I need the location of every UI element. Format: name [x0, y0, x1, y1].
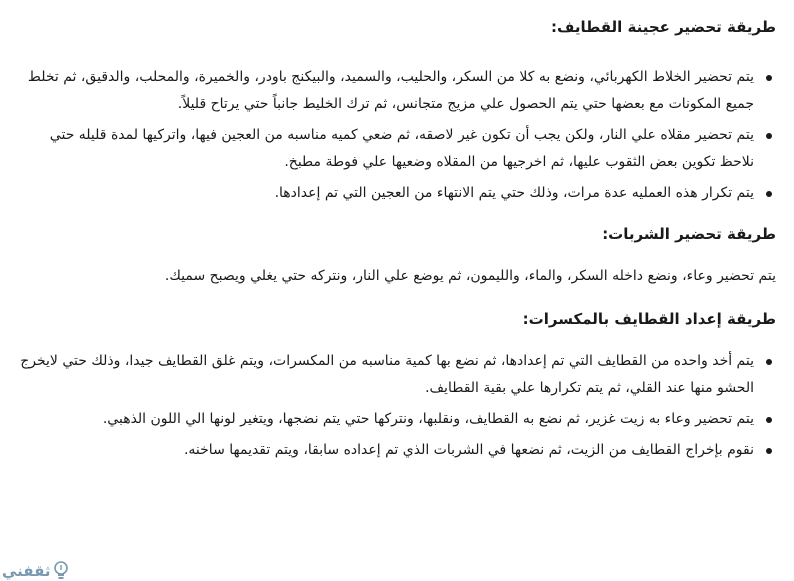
section-heading-dough: طريقة تحضير عجينة القطايف:: [550, 18, 776, 36]
list-item: نقوم بإخراج القطايف من الزيت، ثم نضعها في الشربات الذي تم إعداده سابقا، ويتم تقديمها ساخنه.: [14, 437, 776, 464]
dough-steps-list: [14, 64, 776, 207]
section-heading-nuts: طريقة إعداد القطايف بالمكسرات:: [522, 310, 776, 328]
nuts-steps-list: [14, 348, 776, 464]
section-heading-syrup: طريقة تحضير الشربات:: [602, 225, 776, 243]
syrup-paragraph: يتم تحضير وعاء، ونضع داخله السكر، والماء، والليمون، ثم يوضع علي النار، ونتركه حتي يغلي ويصبح سميك.: [164, 268, 776, 284]
lightbulb-icon: [53, 561, 69, 581]
list-item: يتم تحضير وعاء به زيت غزير، ثم نضع به القطايف، ونقلبها، ونتركها حتي يتم نضجها، ويتغير لونها الي اللون الذهبي.: [14, 406, 776, 433]
list-item: يتم تكرار هذه العمليه عدة مرات، وذلك حتي يتم الانتهاء من العجين التي تم إعدادها.: [14, 180, 776, 207]
list-item: يتم تحضير مقلاه علي النار، ولكن يجب أن تكون غير لاصقه، ثم ضعي كميه مناسبه من العجين فيها، واتركيها لمدة قليله حتي نلاحظ تكوين بعض الثقوب عليها، ثم اخرجيها من المقلاه وضعيها علي فوطة مطبخ.: [14, 122, 776, 176]
article-content: [14, 0, 776, 468]
site-watermark: [2, 561, 69, 581]
watermark-text: ثقفني: [2, 562, 51, 580]
list-item: يتم تحضير الخلاط الكهربائي، ونضع به كلا من السكر، والحليب، والسميد، والبيكنج باودر، والخميرة، والمحلب، والدقيق، ثم تخلط جميع المكونات مع بعضها حتي يتم الحصول علي مزيج متجانس، ثم ترك الخليط جانباً حتي يرتاح قليلاً.: [14, 64, 776, 118]
list-item: يتم أخد واحده من القطايف التي تم إعدادها، ثم نضع بها كمية مناسبه من المكسرات، ويتم غلق القطايف جيدا، وذلك حتي لايخرج الحشو منها عند القلي، ثم يتم تكرارها علي بقية القطايف.: [14, 348, 776, 402]
